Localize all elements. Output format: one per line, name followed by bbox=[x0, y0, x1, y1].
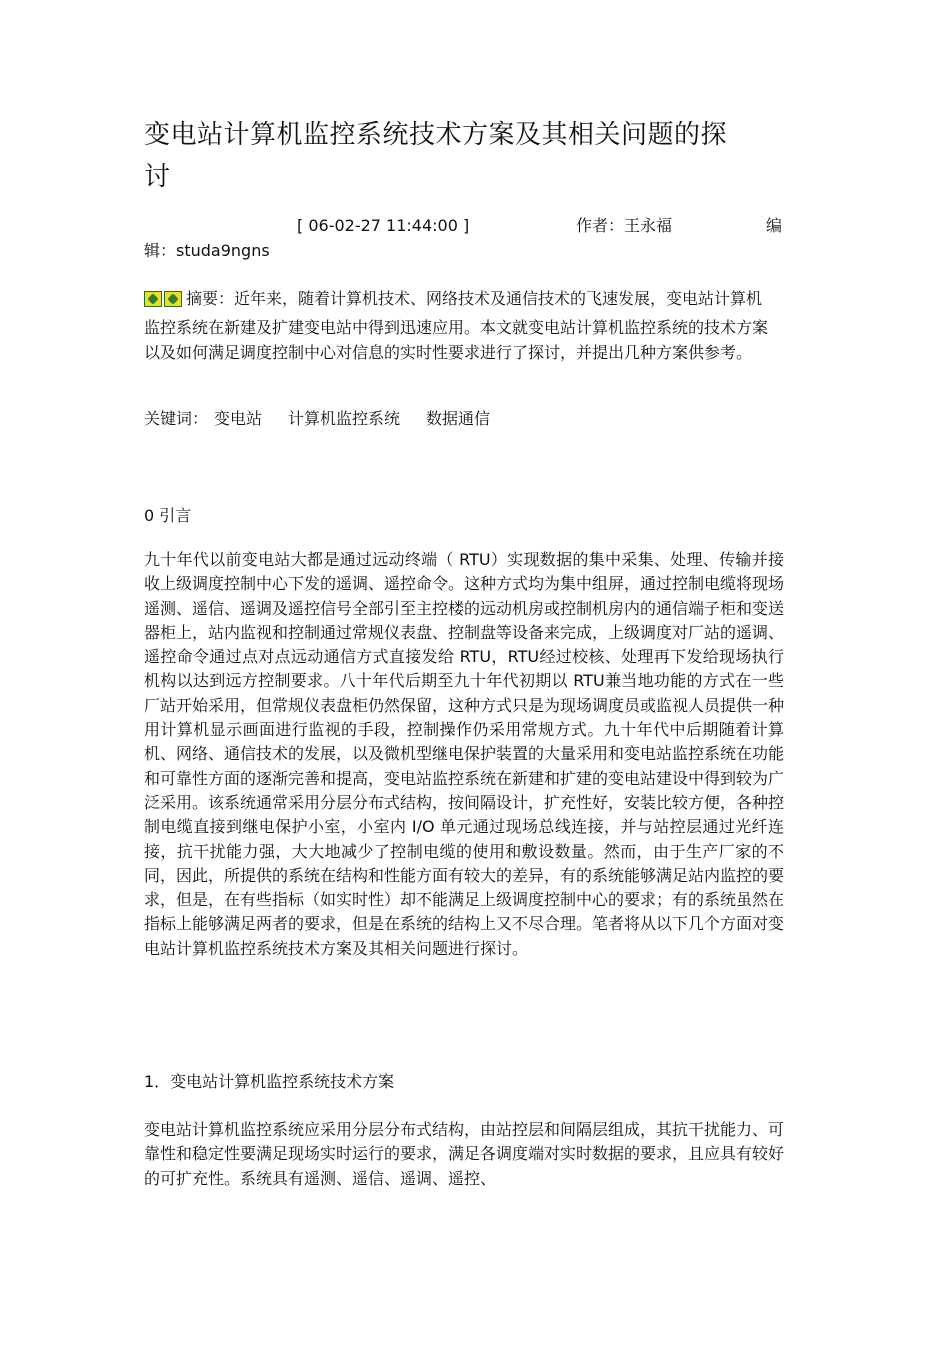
abstract-text: 摘要：近年来，随着计算机技术、网络技术及通信技术的飞速发展，变电站计算机监控系统在新建及扩建变电站中得到迅速应用。本文就变电站计算机监控系统的技术方案以及如何满足调度控制中心对信息的实时性要求进行了探讨，并提出几种方案供参考。 bbox=[144, 289, 769, 362]
keyword: 计算机监控系统 bbox=[288, 409, 401, 428]
publish-date: [ 06-02-27 11:44:00 ] bbox=[297, 216, 470, 235]
paragraph-intro: 九十年代以前变电站大都是通过远动终端（ RTU）实现数据的集中采集、处理、传输并接收上级调度控制中心下发的遥调、遥控命令。这种方式均为集中组屏，通过控制电缆将现场遥测、遥信、遥调及遥控信号全部引至主控楼的远动机房或控制机房内的通信端子柜和变送器柜上，站内监视和控制通过常规仪表盘、控制盘等设备来完成，上级调度对厂站的遥调、遥控命令通过点对点远动通信方式直接发给 RTU，RTU经过校核、处理再下发给现场执行机构以达到远方控制要求。八十年代后期至九十年代初期以 RTU兼当地功能的方式在一些厂站开始采用，但常规仪表盘柜仍然保留，这种方式只是为现场调度员或监视人员提供一种用计算机显示画面进行监视的手段，控制操作仍采用常规方式。九十年代中后期随着计算机、网络、通信技术的发展，以及微机型继电保护装置的大量采用和变电站监控系统在功能和可靠性方面的逐渐完善和提高，变电站监控系统在新建和扩建的变电站建设中得到较为广泛采用。该系统通常采用分层分布式结构，按间隔设计，扩充性好，安装比较方便，各种控制电缆直接到继电保护小室，小室内 I/O 单元通过现场总线连接，并与站控层通过光纤连接，抗干扰能力强，大大地减少了控制电缆的使用和敷设数量。然而，由于生产厂家的不同，因此，所提供的系统在结构和性能方面有较大的差异，有的系统能够满足站内监控的要求，但是，在有些指标（如实时性）却不能满足上级调度控制中心的要求；有的系统虽然在指标上能够满足两者的要求，但是在系统的结构上又不尽合理。笔者将从以下几个方面对变电站计算机监控系统技术方案及其相关问题进行探讨。 bbox=[144, 550, 785, 958]
keywords bbox=[144, 407, 516, 431]
editor: 辑：studa9ngns bbox=[144, 241, 270, 260]
article-title: 变电站计算机监控系统技术方案及其相关问题的探讨 bbox=[144, 120, 728, 192]
arrow-icon bbox=[144, 291, 162, 307]
abstract-icons bbox=[144, 289, 184, 315]
abstract bbox=[144, 286, 769, 366]
section-heading-intro: 0 引言 bbox=[144, 506, 192, 525]
section-heading-scheme: 1．变电站计算机监控系统技术方案 bbox=[144, 1072, 395, 1091]
keywords-label: 关键词： bbox=[144, 409, 209, 428]
keyword: 数据通信 bbox=[426, 409, 491, 428]
paragraph-scheme: 变电站计算机监控系统应采用分层分布式结构，由站控层和间隔层组成，其抗干扰能力、可靠性和稳定性要满足现场实时运行的要求，满足各调度端对实时数据的要求，且应具有较好的可扩充性。系统具有遥测、遥信、遥调、遥控、 bbox=[144, 1120, 785, 1188]
arrow-icon bbox=[164, 291, 182, 307]
keyword: 变电站 bbox=[214, 409, 263, 428]
author: 作者：王永福 bbox=[576, 216, 673, 235]
editor-label: 编 bbox=[766, 216, 783, 235]
